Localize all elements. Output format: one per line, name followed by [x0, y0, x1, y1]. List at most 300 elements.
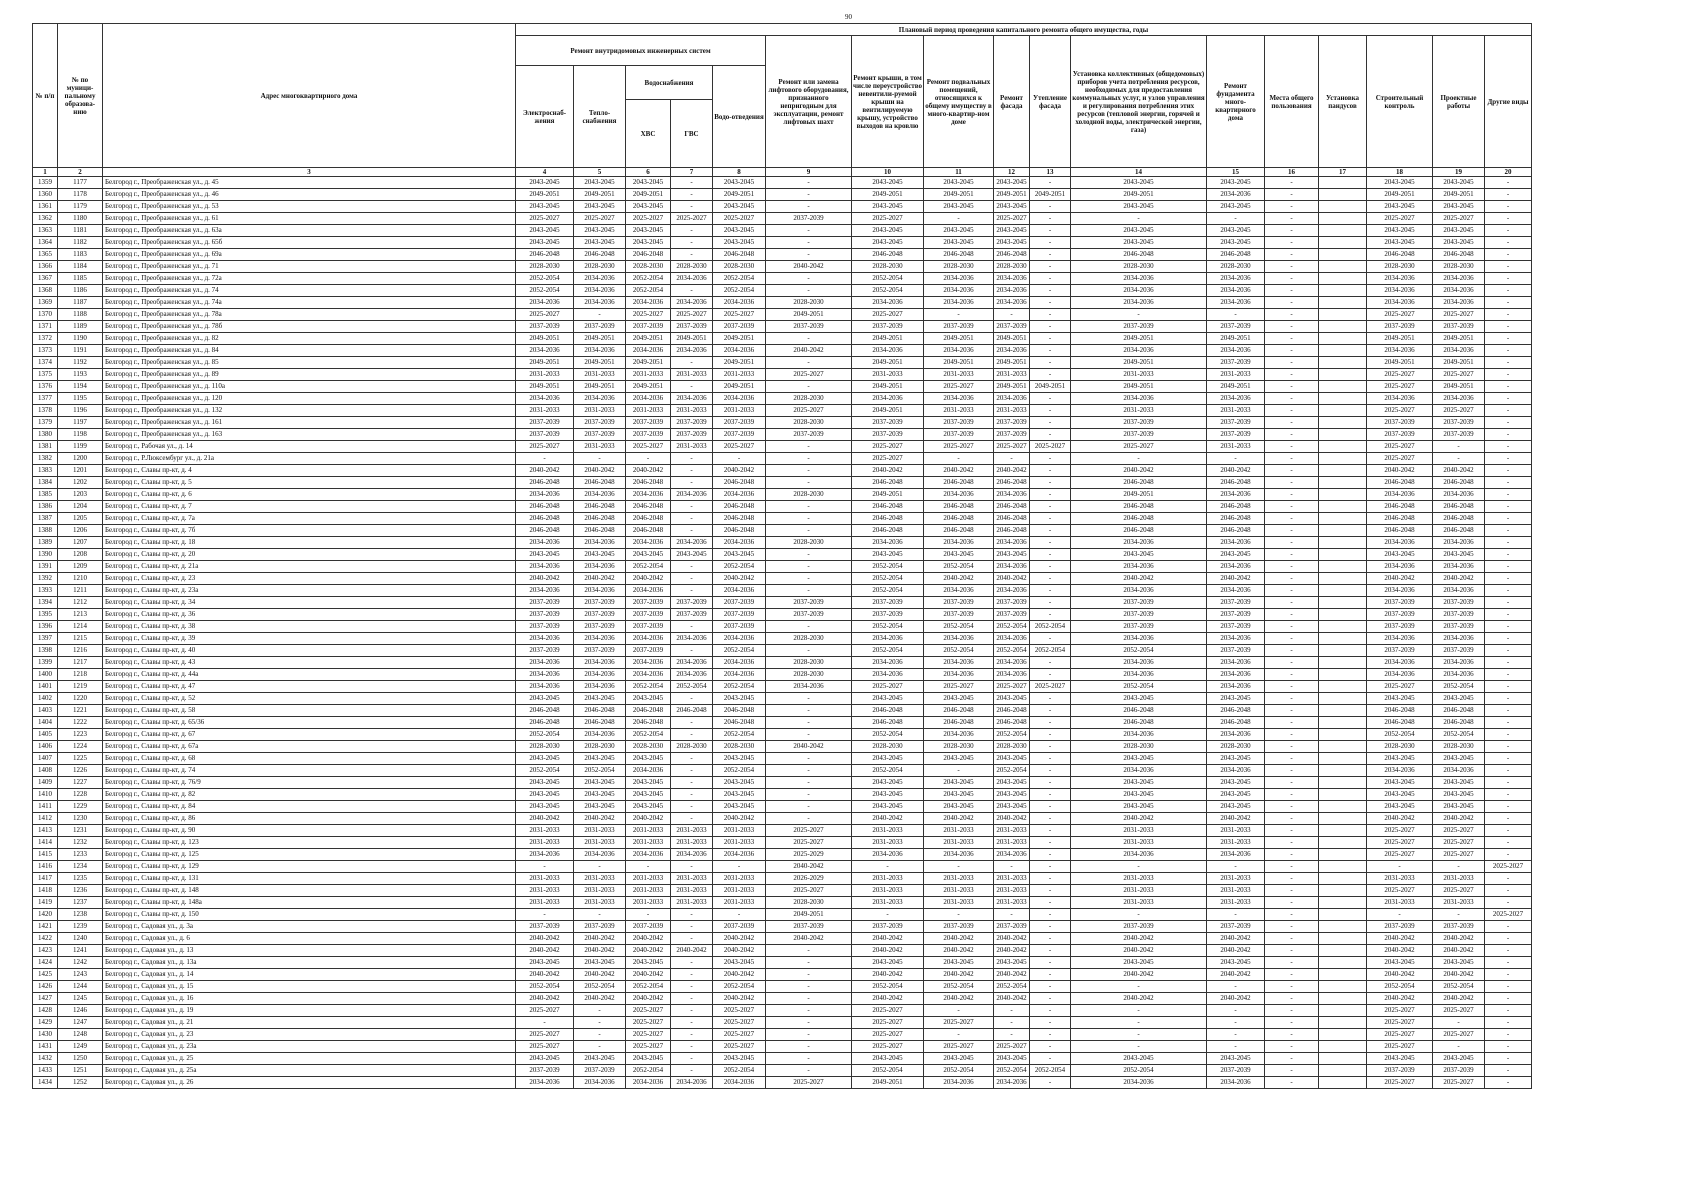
address-cell: Белгород г., Славы пр-кт, д. 58	[103, 705, 516, 717]
table-cell: 2040-2042	[924, 573, 994, 585]
table-cell: 1380	[33, 429, 58, 441]
table-cell	[1319, 837, 1367, 849]
table-cell: -	[671, 177, 713, 189]
table-cell: 2043-2045	[1367, 753, 1433, 765]
table-cell: -	[1030, 921, 1071, 933]
table-cell: 1236	[58, 885, 103, 897]
table-cell: 2043-2045	[924, 777, 994, 789]
table-cell: -	[1485, 309, 1532, 321]
table-cell: 1409	[33, 777, 58, 789]
table-cell: 2049-2051	[852, 489, 924, 501]
table-cell: -	[671, 645, 713, 657]
table-cell	[1319, 285, 1367, 297]
table-cell: -	[1265, 705, 1319, 717]
table-cell: -	[1030, 945, 1071, 957]
address-cell: Белгород г., Преображенская ул., д. 74	[103, 285, 516, 297]
table-cell: 2037-2039	[671, 417, 713, 429]
column-number-cell: 9	[766, 168, 852, 177]
table-cell: -	[766, 1029, 852, 1041]
table-cell: 2040-2042	[994, 573, 1030, 585]
table-cell: 2034-2036	[1071, 561, 1207, 573]
table-cell: 2040-2042	[1433, 993, 1485, 1005]
table-cell: 2040-2042	[574, 813, 626, 825]
table-cell: 1250	[58, 1053, 103, 1065]
table-cell: 2046-2048	[713, 501, 766, 513]
table-cell	[1319, 801, 1367, 813]
table-cell: 2049-2051	[516, 333, 574, 345]
table-cell: 2037-2039	[924, 417, 994, 429]
table-cell: 2043-2045	[1071, 177, 1207, 189]
table-row	[33, 861, 1532, 873]
table-cell: 2034-2036	[1207, 561, 1265, 573]
table-cell: -	[1265, 585, 1319, 597]
table-cell: 2040-2042	[1433, 945, 1485, 957]
table-cell: -	[1265, 837, 1319, 849]
table-cell: 2025-2027	[1433, 1077, 1485, 1089]
table-cell: 2025-2027	[852, 1029, 924, 1041]
table-cell	[1319, 273, 1367, 285]
table-cell: 1369	[33, 297, 58, 309]
table-cell: 2028-2030	[1433, 741, 1485, 753]
table-cell: 2037-2039	[994, 321, 1030, 333]
table-cell: -	[766, 813, 852, 825]
table-cell: 1222	[58, 717, 103, 729]
header-row-number: № п/п	[33, 24, 58, 168]
table-cell: 2037-2039	[626, 621, 671, 633]
address-cell: Белгород г., Славы пр-кт, д. 65/36	[103, 717, 516, 729]
table-cell: 2034-2036	[713, 345, 766, 357]
table-cell: 2040-2042	[924, 969, 994, 981]
header-design-works: Проектные работы	[1433, 36, 1485, 168]
table-cell: 2034-2036	[574, 345, 626, 357]
table-cell: 1376	[33, 381, 58, 393]
table-cell: -	[671, 357, 713, 369]
column-number-cell: 3	[103, 168, 516, 177]
table-cell: -	[671, 285, 713, 297]
table-cell: 2025-2027	[852, 1041, 924, 1053]
table-cell: -	[1030, 513, 1071, 525]
table-cell: 1400	[33, 669, 58, 681]
table-row	[33, 237, 1532, 249]
table-cell: -	[1485, 489, 1532, 501]
table-cell: -	[671, 753, 713, 765]
table-cell	[1319, 177, 1367, 189]
table-cell: 2025-2027	[766, 885, 852, 897]
table-cell: 2034-2036	[713, 297, 766, 309]
table-cell: 2043-2045	[1433, 237, 1485, 249]
table-cell: 2046-2048	[1367, 513, 1433, 525]
table-cell: 2043-2045	[924, 753, 994, 765]
table-cell: 2040-2042	[994, 813, 1030, 825]
table-cell: 2043-2045	[574, 201, 626, 213]
table-cell: 2049-2051	[852, 405, 924, 417]
table-cell: 1228	[58, 789, 103, 801]
table-cell: 2034-2036	[516, 561, 574, 573]
table-cell: -	[1485, 369, 1532, 381]
table-cell: 1390	[33, 549, 58, 561]
table-cell: 2052-2054	[713, 273, 766, 285]
table-cell: -	[1265, 465, 1319, 477]
table-cell: 1217	[58, 657, 103, 669]
table-cell: 2025-2027	[713, 1029, 766, 1041]
table-cell: 2046-2048	[713, 477, 766, 489]
header-lift: Ремонт или замена лифтового оборудования, признанного непригодным для эксплуатации, ремонт лифтовых шахт	[766, 36, 852, 168]
table-cell: -	[766, 333, 852, 345]
table-cell: -	[1030, 465, 1071, 477]
table-cell: 2028-2030	[1367, 261, 1433, 273]
table-cell: -	[1265, 861, 1319, 873]
table-cell: 2043-2045	[1367, 201, 1433, 213]
address-cell: Белгород г., Преображенская ул., д. 53	[103, 201, 516, 213]
address-cell: Белгород г., Преображенская ул., д. 65б	[103, 237, 516, 249]
table-cell: 2031-2033	[574, 825, 626, 837]
address-cell: Белгород г., Славы пр-кт, д. 67а	[103, 741, 516, 753]
table-cell: -	[1485, 261, 1532, 273]
table-cell: 2049-2051	[994, 333, 1030, 345]
table-cell: 2052-2054	[1030, 1065, 1071, 1077]
table-cell	[1319, 789, 1367, 801]
table-cell	[1319, 453, 1367, 465]
table-cell: 2034-2036	[1207, 393, 1265, 405]
table-cell: 2031-2033	[516, 873, 574, 885]
table-cell: 2034-2036	[626, 297, 671, 309]
table-cell: 2046-2048	[1071, 717, 1207, 729]
table-cell: 2046-2048	[574, 249, 626, 261]
table-cell: -	[1030, 897, 1071, 909]
table-cell: 1187	[58, 297, 103, 309]
table-cell: 2034-2036	[516, 1077, 574, 1089]
table-cell: -	[766, 1005, 852, 1017]
table-cell: -	[924, 309, 994, 321]
table-cell: 2031-2033	[1207, 825, 1265, 837]
table-cell: 2034-2036	[1071, 765, 1207, 777]
table-cell: 2049-2051	[1071, 189, 1207, 201]
table-cell: 1248	[58, 1029, 103, 1041]
table-cell: 1387	[33, 513, 58, 525]
table-cell: 1195	[58, 393, 103, 405]
table-row	[33, 309, 1532, 321]
table-cell: 2037-2039	[713, 417, 766, 429]
table-cell: -	[1265, 609, 1319, 621]
table-cell: -	[1485, 813, 1532, 825]
table-cell: -	[1485, 981, 1532, 993]
table-cell: 2034-2036	[1207, 273, 1265, 285]
table-cell: 1181	[58, 225, 103, 237]
table-cell: 1373	[33, 345, 58, 357]
table-cell: 1249	[58, 1041, 103, 1053]
table-cell: 2040-2042	[1071, 969, 1207, 981]
table-cell: 2031-2033	[626, 405, 671, 417]
table-cell: 2028-2030	[626, 741, 671, 753]
table-row	[33, 621, 1532, 633]
table-cell: 2043-2045	[1071, 789, 1207, 801]
table-cell	[1319, 693, 1367, 705]
table-cell: -	[766, 513, 852, 525]
table-cell: 2043-2045	[1071, 753, 1207, 765]
table-cell: 2034-2036	[574, 585, 626, 597]
table-cell	[1319, 513, 1367, 525]
table-cell: 2040-2042	[626, 813, 671, 825]
table-row	[33, 213, 1532, 225]
table-cell: 2025-2027	[1433, 213, 1485, 225]
table-cell: -	[1485, 249, 1532, 261]
table-cell: -	[766, 693, 852, 705]
table-cell: 2025-2027	[924, 1017, 994, 1029]
table-cell: 2034-2036	[924, 297, 994, 309]
table-cell: 2037-2039	[516, 321, 574, 333]
table-cell: 2049-2051	[626, 357, 671, 369]
table-cell: 2052-2054	[852, 729, 924, 741]
table-cell: 2025-2027	[516, 213, 574, 225]
table-row	[33, 177, 1532, 189]
table-cell: 2052-2054	[852, 561, 924, 573]
table-cell: 2034-2036	[766, 681, 852, 693]
column-number-cell: 20	[1485, 168, 1532, 177]
table-cell: 2028-2030	[994, 261, 1030, 273]
table-cell: -	[1265, 777, 1319, 789]
table-cell: 2034-2036	[1433, 345, 1485, 357]
table-cell: 2049-2051	[671, 333, 713, 345]
table-cell: -	[1433, 861, 1485, 873]
table-cell: 2040-2042	[713, 933, 766, 945]
table-row	[33, 705, 1532, 717]
table-cell: -	[671, 621, 713, 633]
table-cell: 2034-2036	[1433, 489, 1485, 501]
table-row	[33, 453, 1532, 465]
table-cell: 2034-2036	[1367, 561, 1433, 573]
table-cell: 2049-2051	[766, 909, 852, 921]
table-row	[33, 885, 1532, 897]
table-cell: 2025-2027	[626, 441, 671, 453]
table-cell: 2034-2036	[852, 849, 924, 861]
address-cell: Белгород г., Славы пр-кт, д. 123	[103, 837, 516, 849]
table-cell: 2028-2030	[766, 393, 852, 405]
table-cell: 2037-2039	[1433, 429, 1485, 441]
table-cell: -	[671, 201, 713, 213]
table-cell: 2034-2036	[516, 849, 574, 861]
table-cell: 2040-2042	[516, 465, 574, 477]
table-cell: -	[1265, 273, 1319, 285]
table-cell: 2034-2036	[852, 537, 924, 549]
table-cell: 2034-2036	[713, 393, 766, 405]
table-cell: -	[1071, 1005, 1207, 1017]
table-cell: -	[1265, 309, 1319, 321]
table-cell: 2040-2042	[924, 945, 994, 957]
table-cell: 2043-2045	[516, 789, 574, 801]
table-cell: -	[671, 1029, 713, 1041]
table-cell: 2043-2045	[516, 225, 574, 237]
table-cell: 1416	[33, 861, 58, 873]
address-cell: Белгород г., Преображенская ул., д. 163	[103, 429, 516, 441]
table-cell: -	[766, 705, 852, 717]
table-cell: 2043-2045	[1367, 549, 1433, 561]
table-cell: -	[1485, 645, 1532, 657]
table-cell: -	[1433, 1041, 1485, 1053]
table-cell: 2040-2042	[1207, 573, 1265, 585]
table-cell: 2025-2027	[516, 1005, 574, 1017]
table-cell: -	[766, 273, 852, 285]
table-cell: 2049-2051	[852, 189, 924, 201]
table-cell: 2037-2039	[1433, 1065, 1485, 1077]
table-cell: 2031-2033	[994, 405, 1030, 417]
table-cell: -	[713, 453, 766, 465]
table-cell: 2034-2036	[994, 489, 1030, 501]
table-cell: 2037-2039	[626, 597, 671, 609]
table-cell: -	[1265, 933, 1319, 945]
address-cell: Белгород г., Р.Люксембург ул., д. 21а	[103, 453, 516, 465]
table-cell: 2034-2036	[994, 633, 1030, 645]
table-row	[33, 657, 1532, 669]
table-cell: 1364	[33, 237, 58, 249]
table-cell: 2046-2048	[626, 501, 671, 513]
table-cell: -	[1265, 417, 1319, 429]
table-cell: 2034-2036	[1433, 561, 1485, 573]
table-row	[33, 921, 1532, 933]
table-cell: -	[574, 309, 626, 321]
table-cell: 2046-2048	[713, 249, 766, 261]
table-cell: -	[1265, 189, 1319, 201]
table-cell: 2040-2042	[626, 933, 671, 945]
table-cell: -	[671, 933, 713, 945]
table-cell: 2025-2027	[1433, 825, 1485, 837]
table-cell: 2025-2027	[766, 825, 852, 837]
table-cell: 2040-2042	[626, 969, 671, 981]
table-cell: 2049-2051	[516, 381, 574, 393]
table-row	[33, 429, 1532, 441]
table-cell: 2034-2036	[1071, 537, 1207, 549]
table-cell: 2049-2051	[1433, 357, 1485, 369]
table-cell: 2049-2051	[924, 189, 994, 201]
table-cell: 2043-2045	[1433, 201, 1485, 213]
table-cell: -	[1265, 669, 1319, 681]
table-cell: 2034-2036	[994, 561, 1030, 573]
address-cell: Белгород г., Преображенская ул., д. 69а	[103, 249, 516, 261]
table-cell: 1379	[33, 417, 58, 429]
table-cell: 2046-2048	[1433, 525, 1485, 537]
table-cell: -	[1265, 1005, 1319, 1017]
table-row	[33, 681, 1532, 693]
table-cell: 2034-2036	[574, 489, 626, 501]
table-cell: -	[1265, 1053, 1319, 1065]
table-cell: 2037-2039	[994, 609, 1030, 621]
table-cell: 2043-2045	[1207, 693, 1265, 705]
table-row	[33, 201, 1532, 213]
repair-schedule-table-container	[32, 23, 1532, 1089]
table-row	[33, 465, 1532, 477]
table-cell: 2028-2030	[1433, 261, 1485, 273]
table-cell: 2046-2048	[516, 717, 574, 729]
table-cell: -	[671, 573, 713, 585]
table-cell: 2049-2051	[1207, 381, 1265, 393]
table-cell: 2031-2033	[626, 369, 671, 381]
header-insulation: Утепление фасада	[1030, 36, 1071, 168]
table-cell: 2031-2033	[713, 405, 766, 417]
table-cell: 2040-2042	[713, 465, 766, 477]
address-cell: Белгород г., Садовая ул., д. 15	[103, 981, 516, 993]
table-cell: -	[574, 1029, 626, 1041]
table-cell: -	[1485, 525, 1532, 537]
table-cell: 2043-2045	[1433, 777, 1485, 789]
table-cell: 2043-2045	[994, 225, 1030, 237]
table-cell: 1371	[33, 321, 58, 333]
table-cell: 2043-2045	[516, 957, 574, 969]
table-cell: -	[574, 861, 626, 873]
table-cell: -	[1485, 621, 1532, 633]
table-cell: 2052-2054	[1433, 681, 1485, 693]
table-cell: -	[924, 765, 994, 777]
table-cell: 2043-2045	[1207, 237, 1265, 249]
table-row	[33, 801, 1532, 813]
table-cell: 2031-2033	[1071, 405, 1207, 417]
table-cell: 2046-2048	[1433, 705, 1485, 717]
table-cell: 2037-2039	[626, 609, 671, 621]
table-cell: 2025-2027	[852, 309, 924, 321]
address-cell: Белгород г., Садовая ул., д. 13а	[103, 957, 516, 969]
table-cell	[1319, 957, 1367, 969]
table-cell: 2028-2030	[1367, 741, 1433, 753]
table-cell: 2040-2042	[994, 945, 1030, 957]
table-row	[33, 825, 1532, 837]
table-cell: 2037-2039	[1367, 645, 1433, 657]
table-cell: 2043-2045	[574, 1053, 626, 1065]
table-cell: 2034-2036	[626, 393, 671, 405]
address-cell: Белгород г., Славы пр-кт, д. 7а	[103, 513, 516, 525]
table-cell: -	[671, 525, 713, 537]
table-cell: 2037-2039	[1207, 921, 1265, 933]
table-cell: -	[1265, 693, 1319, 705]
table-cell: 1393	[33, 585, 58, 597]
table-cell: -	[1485, 849, 1532, 861]
table-cell: 2034-2036	[1071, 393, 1207, 405]
table-cell: 2052-2054	[713, 561, 766, 573]
table-cell: -	[766, 969, 852, 981]
table-cell: -	[671, 1053, 713, 1065]
table-cell: 2043-2045	[1433, 957, 1485, 969]
table-cell: 2049-2051	[713, 381, 766, 393]
table-cell: -	[1265, 237, 1319, 249]
table-cell: -	[766, 729, 852, 741]
table-cell: 2037-2039	[574, 921, 626, 933]
table-cell: -	[1030, 1077, 1071, 1089]
table-cell: -	[626, 861, 671, 873]
table-cell: -	[766, 237, 852, 249]
column-number-cell: 5	[574, 168, 626, 177]
table-cell: 2037-2039	[1433, 597, 1485, 609]
table-cell: 2031-2033	[574, 897, 626, 909]
address-cell: Белгород г., Славы пр-кт, д. 7б	[103, 525, 516, 537]
table-cell: -	[1433, 441, 1485, 453]
table-row	[33, 525, 1532, 537]
table-cell: 1243	[58, 969, 103, 981]
table-cell: 2034-2036	[1071, 297, 1207, 309]
table-cell: 1402	[33, 693, 58, 705]
table-cell: 2025-2027	[1367, 1041, 1433, 1053]
table-cell: 1198	[58, 429, 103, 441]
address-cell: Белгород г., Садовая ул., д. 13	[103, 945, 516, 957]
table-cell: -	[852, 909, 924, 921]
table-cell: -	[1030, 201, 1071, 213]
table-cell: 2031-2033	[713, 885, 766, 897]
table-row	[33, 1041, 1532, 1053]
address-cell: Белгород г., Славы пр-кт, д. 82	[103, 789, 516, 801]
table-cell: 2043-2045	[713, 801, 766, 813]
table-cell: 2034-2036	[574, 669, 626, 681]
table-cell: 2028-2030	[516, 741, 574, 753]
table-row	[33, 1077, 1532, 1089]
table-cell	[1319, 501, 1367, 513]
table-cell: 2034-2036	[671, 537, 713, 549]
table-cell: 2025-2027	[516, 441, 574, 453]
